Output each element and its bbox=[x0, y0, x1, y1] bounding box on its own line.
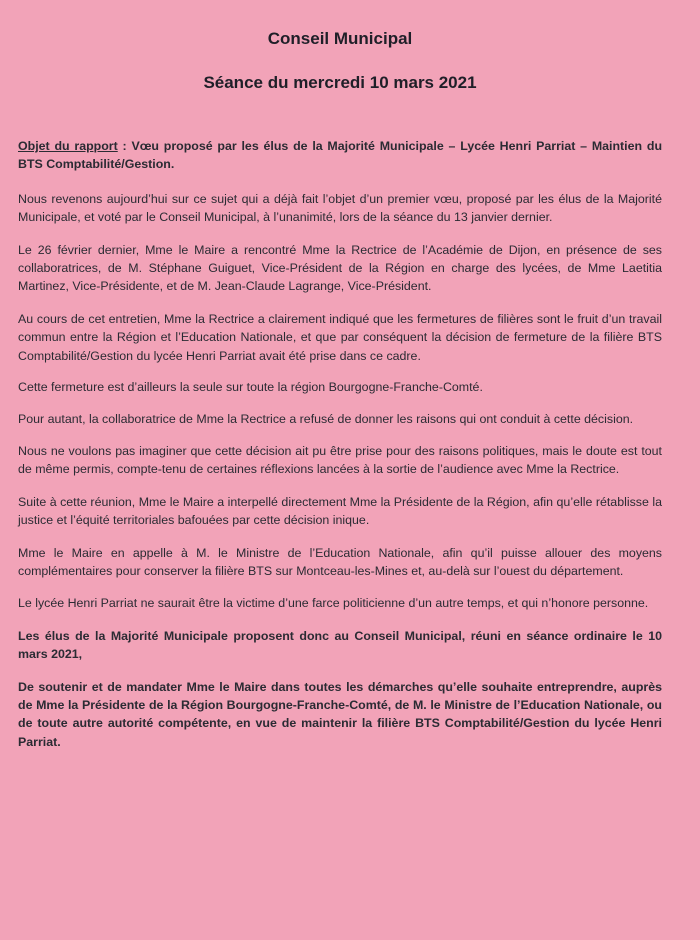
report-subject-separator: : bbox=[117, 139, 132, 153]
report-subject-label: Objet du rapport bbox=[18, 139, 118, 153]
paragraph-only-closure: Cette fermeture est d’ailleurs la seule sur toute la région Bourgogne-Franche-Comté. bbox=[18, 380, 483, 395]
paragraph-previous-vow: Nous revenons aujourd’hui sur ce sujet qui a déjà fait l’objet d’un premier vœu, proposé par les élus de la Majorité Municipale, et voté par le Conseil Municipal, à l’unanimité, lors de la séance du 13 janvier dernier. bbox=[18, 191, 662, 225]
session-date-title: Séance du mercredi 10 mars 2021 bbox=[203, 73, 477, 92]
report-subject bbox=[18, 137, 662, 174]
paragraph-political-doubt: Nous ne voulons pas imaginer que cette décision ait pu être prise pour des raisons politiques, mais le doute est tout de même permis, compte-tenu de certaines réflexions lancées à la sortie de l’audience avec Mme la Rectrice. bbox=[18, 443, 662, 477]
document-title: Conseil Municipal bbox=[267, 29, 413, 48]
report-subject-text: Vœu proposé par les élus de la Majorité Municipale – Lycée Henri Parriat – Maintien du BTS Comptabilité/Gestion. bbox=[18, 139, 663, 172]
paragraph-minister-appeal: Mme le Maire en appelle à M. le Ministre de l’Education Nationale, afin qu’il puisse allouer des moyens complémentaires pour conserver la filière BTS sur Montceau-les-Mines et, au-delà sur l’ouest du département. bbox=[18, 545, 662, 578]
paragraph-interview: Au cours de cet entretien, Mme la Rectrice a clairement indiqué que les fermetures de filières sont le fruit d’un travail commun entre la Région et l’Education Nationale, et que par conséquent la décision de fermeture de la filière BTS Comptabilité/Gestion du lycée Henri Parriat avait été prise dans ce cadre. bbox=[18, 311, 662, 363]
paragraph-region-appeal: Suite à cette réunion, Mme le Maire a interpellé directement Mme la Présidente de la Région, afin qu’elle rétablisse la justice et l’équité territoriales bafouées par cette décision inique. bbox=[18, 494, 662, 528]
conclusion-proposal: Les élus de la Majorité Municipale proposent donc au Conseil Municipal, réuni en séance ordinaire le 10 mars 2021, bbox=[18, 628, 662, 662]
conclusion-resolution: De soutenir et de mandater Mme le Maire dans toutes les démarches qu’elle souhaite entreprendre, auprès de Mme la Présidente de la Région Bourgogne-Franche-Comté, de M. le Ministre de l’Education Nationale, ou de toute autre autorité compétente, en vue de maintenir la filière BTS Comptabilité/Gestion du lycée Henri Parriat. bbox=[18, 679, 662, 749]
paragraph-victim: Le lycée Henri Parriat ne saurait être la victime d’une farce politicienne d’un autre temps, et qui n’honore personne. bbox=[18, 596, 649, 611]
paragraph-refusal: Pour autant, la collaboratrice de Mme la Rectrice a refusé de donner les raisons qui ont conduit à cette décision. bbox=[18, 412, 634, 427]
paragraph-meeting: Le 26 février dernier, Mme le Maire a rencontré Mme la Rectrice de l’Académie de Dijon, en présence de ses collaboratrices, de M. Stéphane Guiguet, Vice-Président de la Région en charge des lycées, de Mme Laetitia Martinez, Vice-Présidente, et de M. Jean-Claude Lagrange, Vice-Président. bbox=[18, 242, 662, 294]
